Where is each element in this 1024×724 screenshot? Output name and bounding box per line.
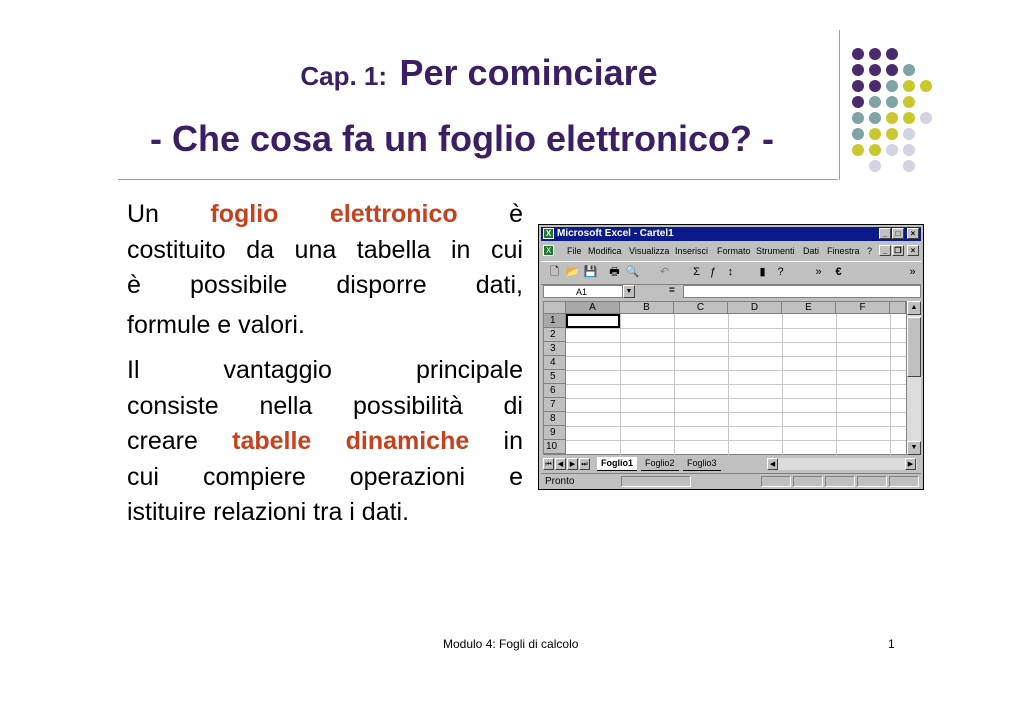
dot <box>869 128 881 140</box>
excel-logo-icon: X <box>543 228 554 239</box>
word: Un <box>127 200 159 228</box>
column-header[interactable] <box>890 302 906 314</box>
row-header[interactable]: 7 <box>544 398 566 412</box>
dot <box>852 48 864 60</box>
word: vantaggio <box>223 356 332 384</box>
word: dati, <box>475 271 523 299</box>
column-header[interactable]: C <box>674 302 728 314</box>
word: tabella <box>356 235 431 264</box>
grid-line <box>674 314 675 456</box>
word: di <box>503 391 523 420</box>
row-header[interactable]: 8 <box>544 412 566 426</box>
window-title: Microsoft Excel - Cartel1 <box>557 228 674 239</box>
dot <box>852 64 864 76</box>
row-header[interactable]: 1 <box>544 314 566 328</box>
text-line <box>127 495 523 531</box>
dot <box>869 112 881 124</box>
text-line <box>127 389 523 425</box>
column-header[interactable]: D <box>728 302 782 314</box>
menu-file[interactable]: File <box>567 246 582 256</box>
text-line <box>127 353 523 389</box>
menu-dati[interactable]: Dati <box>803 246 820 256</box>
grid-line <box>620 314 621 456</box>
slide-subtitle: - Che cosa fa un foglio elettronico? - <box>150 118 775 159</box>
word: in <box>451 235 471 264</box>
dot <box>886 128 898 140</box>
menu-inserisci[interactable]: Inserisci <box>675 246 709 256</box>
formula-equals[interactable]: = <box>669 285 675 296</box>
word: costituito <box>127 235 226 264</box>
word: possibilità <box>353 391 463 420</box>
name-box[interactable]: A1 <box>543 285 623 298</box>
menu-bar <box>541 243 921 259</box>
prev-sheet-icon[interactable]: ◀ <box>555 458 566 470</box>
horizontal-scrollbar[interactable] <box>767 458 917 470</box>
grid-line <box>566 412 906 413</box>
dot <box>903 112 915 124</box>
first-sheet-icon[interactable]: ⏮ <box>543 458 554 470</box>
paragraph-1 <box>127 197 523 343</box>
new-icon[interactable]: 🗋 <box>550 266 559 278</box>
grid-line <box>890 314 891 456</box>
word: istituire relazioni tra i dati. <box>127 498 410 526</box>
dot <box>886 80 898 92</box>
next-sheet-icon[interactable]: ▶ <box>567 458 578 470</box>
scroll-down-icon[interactable]: ▼ <box>907 441 921 455</box>
active-cell[interactable] <box>566 314 620 328</box>
grid-line <box>728 314 729 456</box>
word: da <box>246 235 275 264</box>
dot <box>903 96 915 108</box>
grid-line <box>566 440 906 441</box>
highlight-word: dinamiche <box>345 427 470 455</box>
spreadsheet-grid[interactable] <box>543 301 907 455</box>
scroll-left-icon[interactable]: ◀ <box>767 458 778 470</box>
dot <box>886 96 898 108</box>
row-header[interactable]: 4 <box>544 356 566 370</box>
dot <box>886 144 898 156</box>
highlight-word: tabelle <box>232 427 312 455</box>
column-header[interactable]: F <box>836 302 890 314</box>
grid-line <box>566 384 906 385</box>
menu-finestra[interactable]: Finestra <box>827 246 860 256</box>
dot <box>903 144 915 156</box>
dot <box>869 144 881 156</box>
formula-input[interactable] <box>683 285 921 298</box>
grid-line <box>566 342 906 343</box>
minimize-icon[interactable]: _ <box>879 228 891 239</box>
word: e <box>509 462 523 491</box>
menu-modifica[interactable]: Modifica <box>588 246 622 256</box>
sheet-tab[interactable]: Foglio2 <box>641 457 679 471</box>
menu-help[interactable]: ? <box>867 246 873 256</box>
workbook-icon: X <box>543 245 554 256</box>
toolbar <box>541 261 921 285</box>
row-header[interactable]: 5 <box>544 370 566 384</box>
dot <box>886 112 898 124</box>
grid-line <box>566 370 906 371</box>
more-icon[interactable]: » <box>909 266 916 278</box>
scroll-right-icon[interactable]: ▶ <box>905 458 916 470</box>
dot <box>886 64 898 76</box>
word: in <box>503 427 523 455</box>
row-header[interactable]: 9 <box>544 426 566 440</box>
sort-icon[interactable]: ↕ <box>727 266 734 278</box>
vertical-scrollbar[interactable] <box>907 301 921 455</box>
function-icon[interactable]: ƒ <box>709 266 716 278</box>
footer-module: Modulo 4: Fogli di calcolo <box>443 637 579 651</box>
word: cui <box>491 235 523 264</box>
word: disporre <box>336 271 427 299</box>
preview-icon[interactable]: 🔍 <box>625 266 640 278</box>
open-icon[interactable]: 📂 <box>565 266 580 278</box>
column-header[interactable]: A <box>566 302 620 314</box>
grid-line <box>836 314 837 456</box>
grid-line <box>566 426 906 427</box>
text-line <box>127 268 523 304</box>
paragraph-2 <box>127 353 523 531</box>
dot <box>886 48 898 60</box>
word: nella <box>259 391 313 420</box>
status-panel <box>889 476 919 487</box>
dot <box>920 112 932 124</box>
grid-line <box>566 398 906 399</box>
word: formule e valori. <box>127 310 305 339</box>
word: è <box>509 200 523 228</box>
title-main: Per cominciare <box>399 52 658 93</box>
save-icon[interactable]: 💾 <box>583 266 598 278</box>
chevron-down-icon[interactable]: ▼ <box>623 285 635 298</box>
menu-formato[interactable]: Formato <box>717 246 751 256</box>
help-icon[interactable]: ? <box>777 266 784 278</box>
text-line <box>127 233 523 269</box>
last-sheet-icon[interactable]: ⏭ <box>579 458 590 470</box>
select-all[interactable] <box>544 302 566 314</box>
status-text: Pronto <box>545 476 575 487</box>
status-panel <box>793 476 823 487</box>
euro-icon[interactable]: € <box>835 266 842 278</box>
dot <box>869 48 881 60</box>
sheet-tab[interactable]: Foglio3 <box>683 457 721 471</box>
word: una <box>294 235 337 264</box>
dot <box>920 80 932 92</box>
text-line <box>127 460 523 496</box>
dot <box>852 112 864 124</box>
close-icon[interactable]: × <box>907 228 919 239</box>
dot <box>852 128 864 140</box>
sum-icon[interactable]: Σ <box>693 266 700 278</box>
status-panel <box>825 476 855 487</box>
excel-title-bar <box>541 227 921 241</box>
dot <box>852 144 864 156</box>
row-header[interactable]: 2 <box>544 328 566 342</box>
highlight-word: elettronico <box>329 200 458 228</box>
text-line <box>127 308 523 344</box>
word: creare <box>127 427 198 455</box>
word: Il <box>127 356 140 384</box>
status-panel <box>761 476 791 487</box>
grid-line <box>782 314 783 456</box>
dot <box>852 80 864 92</box>
doc-restore-icon[interactable]: ❐ <box>892 245 904 256</box>
status-panel <box>621 476 691 487</box>
dot <box>903 80 915 92</box>
word: possibile <box>189 271 288 299</box>
word: compiere <box>202 462 306 491</box>
print-icon[interactable]: 🖶 <box>609 266 620 278</box>
sheet-tab-bar <box>541 457 921 471</box>
scroll-thumb[interactable] <box>907 317 921 377</box>
doc-close-icon[interactable]: × <box>907 245 919 256</box>
maximize-icon[interactable]: □ <box>892 228 904 239</box>
row-header[interactable]: 6 <box>544 384 566 398</box>
undo-icon[interactable]: ↶ <box>659 266 670 278</box>
word: è <box>127 271 141 299</box>
title-prefix: Cap. 1: <box>300 61 388 91</box>
decorative-dots <box>0 0 1024 200</box>
text-line <box>127 197 523 233</box>
dot <box>869 80 881 92</box>
dot <box>903 64 915 76</box>
grid-line <box>566 328 906 329</box>
highlight-word: foglio <box>210 200 279 228</box>
word: consiste <box>127 391 219 420</box>
word: cui <box>127 462 159 491</box>
status-panel <box>857 476 887 487</box>
column-header[interactable]: B <box>620 302 674 314</box>
more-icon[interactable]: » <box>815 266 822 278</box>
chart-icon[interactable]: ▮ <box>759 266 766 278</box>
menu-visualizza[interactable]: Visualizza <box>629 246 670 256</box>
row-header[interactable]: 10 <box>544 440 566 454</box>
excel-window <box>538 224 924 490</box>
formula-bar <box>541 285 921 299</box>
dot <box>852 96 864 108</box>
sheet-tab[interactable]: Foglio1 <box>597 457 637 471</box>
grid-line <box>566 356 906 357</box>
text-line <box>127 424 523 460</box>
doc-minimize-icon[interactable]: _ <box>879 245 891 256</box>
row-header[interactable]: 3 <box>544 342 566 356</box>
dot <box>869 64 881 76</box>
dot <box>903 160 915 172</box>
menu-strumenti[interactable]: Strumenti <box>756 246 795 256</box>
footer-page-number: 1 <box>888 637 895 651</box>
scroll-up-icon[interactable]: ▲ <box>907 301 921 315</box>
word: operazioni <box>349 462 466 491</box>
status-bar <box>541 473 921 488</box>
word: principale <box>415 356 523 384</box>
dot <box>869 96 881 108</box>
dot <box>903 128 915 140</box>
column-header[interactable]: E <box>782 302 836 314</box>
dot <box>869 160 881 172</box>
